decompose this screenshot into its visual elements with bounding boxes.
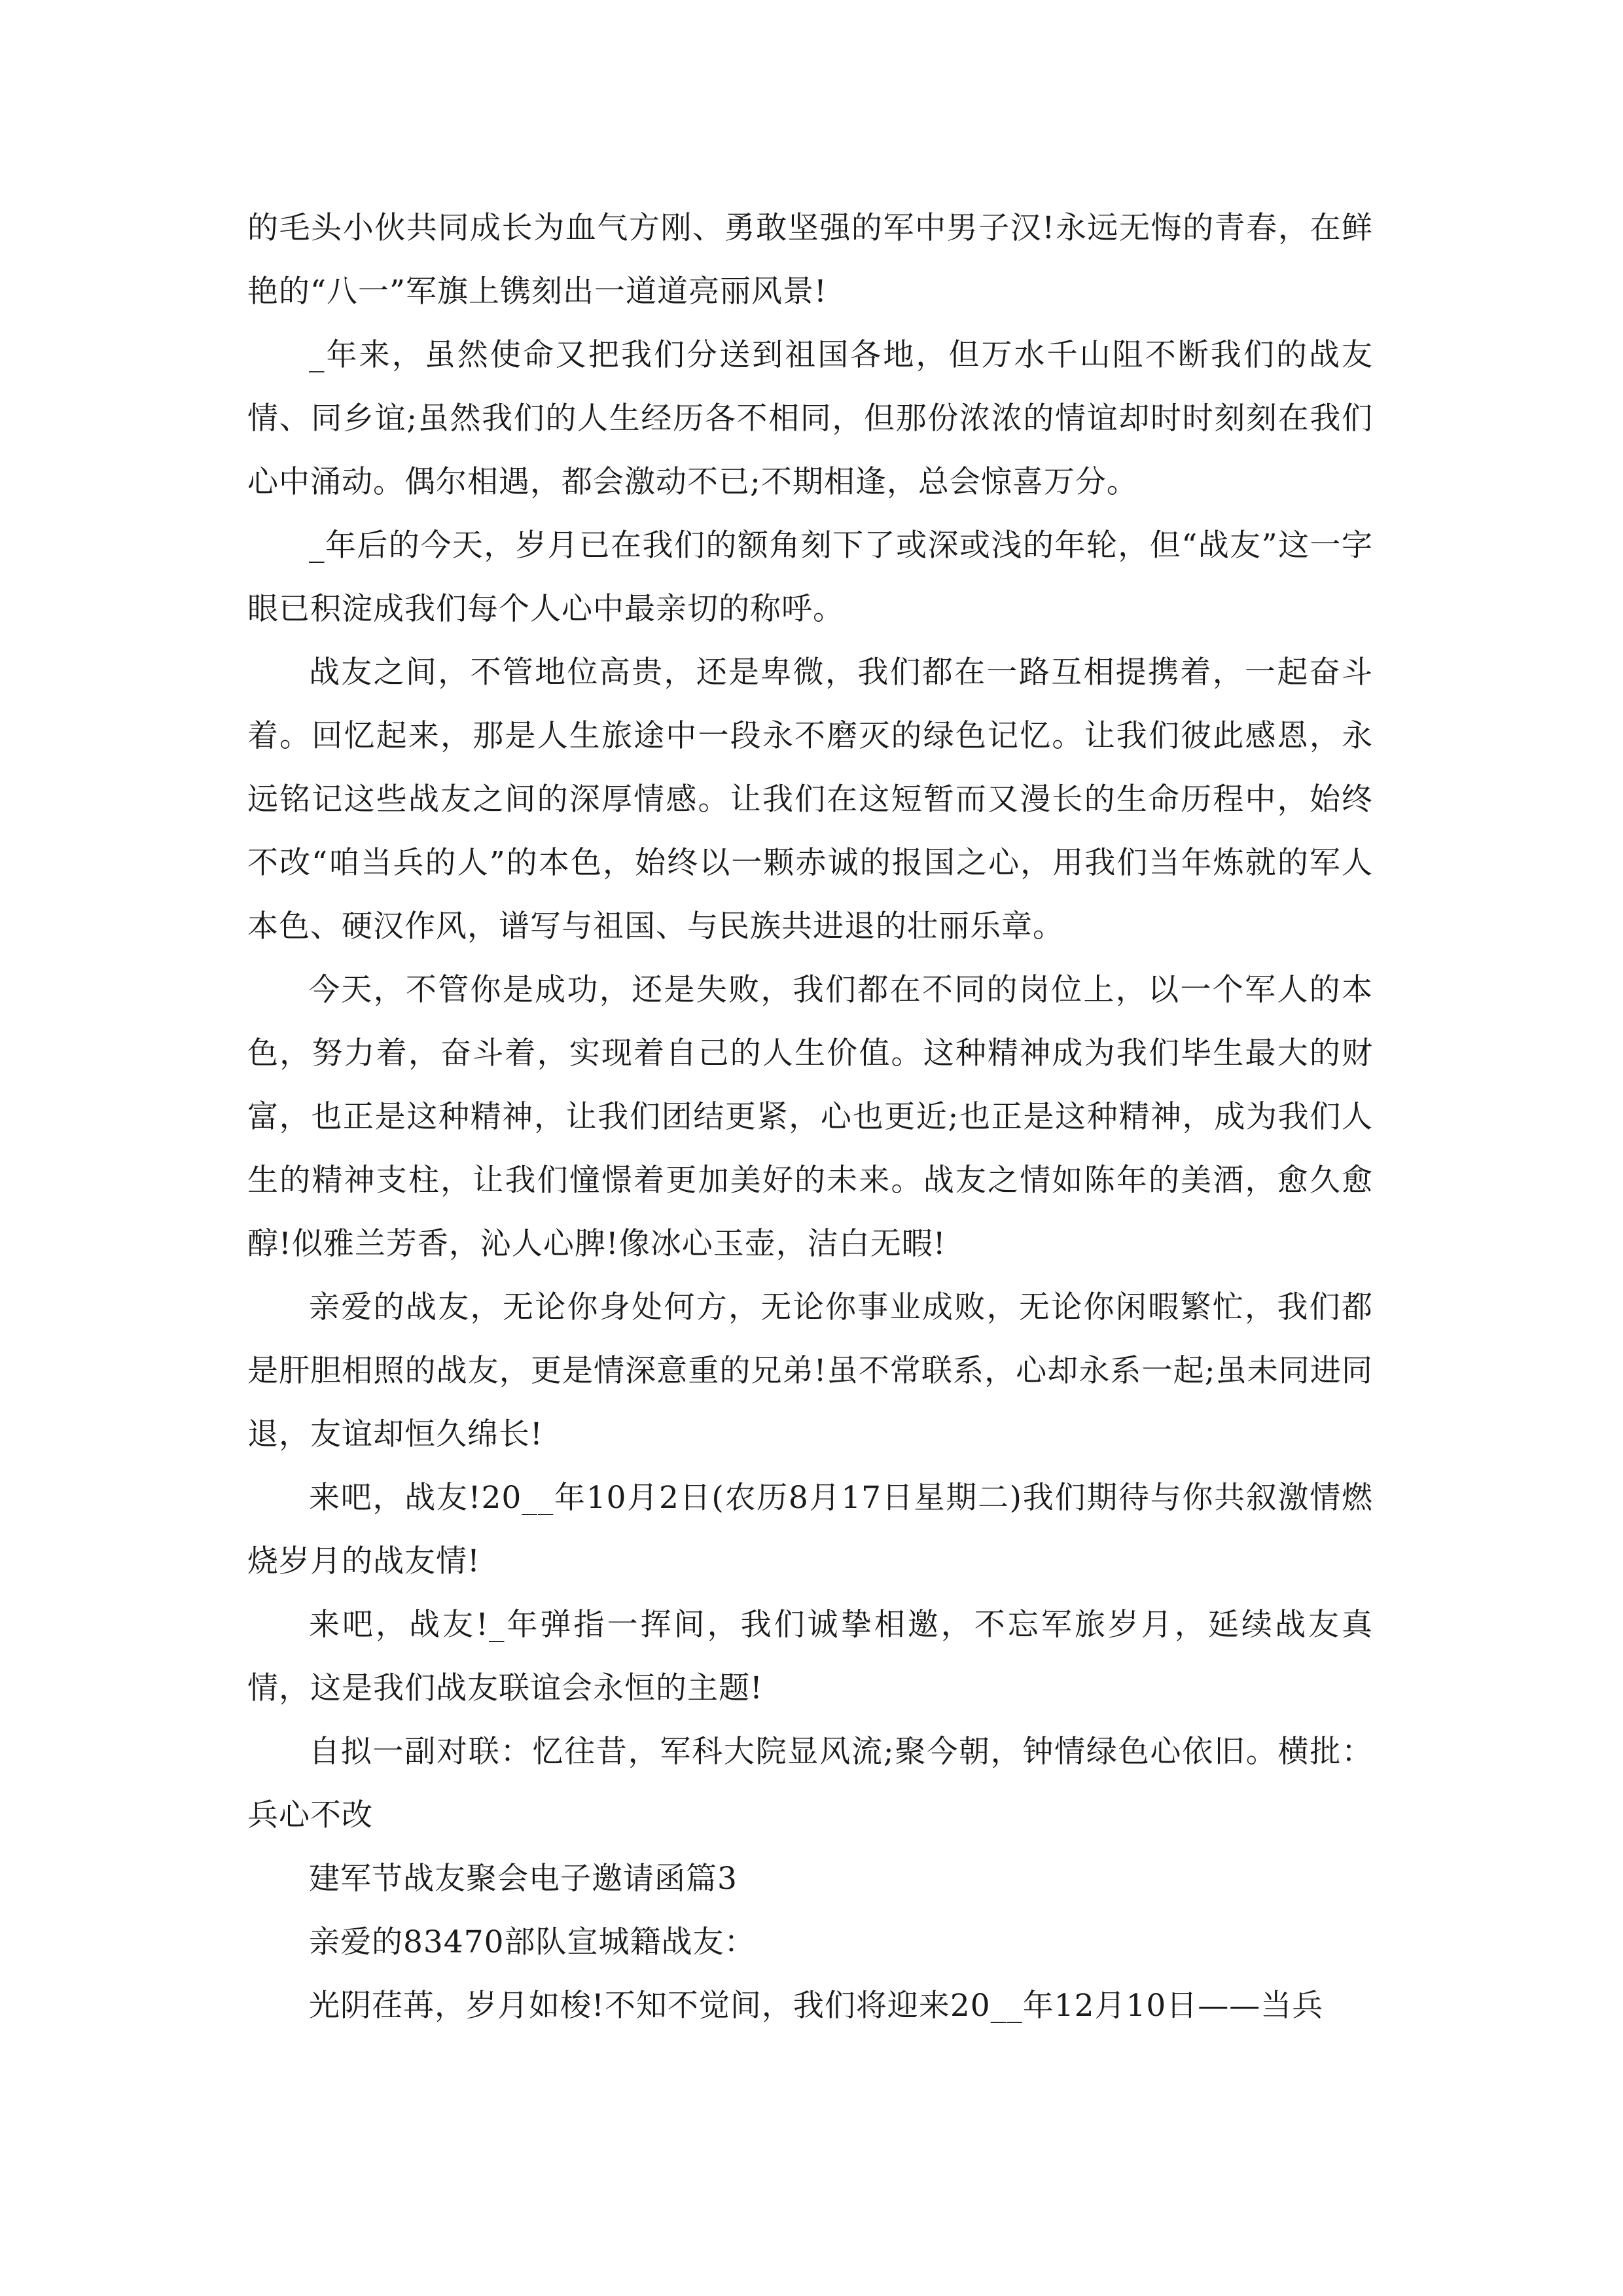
- paragraph-6: 亲爱的战友，无论你身处何方，无论你事业成败，无论你闲暇繁忙，我们都是肝胆相照的战友，更是情深意重的兄弟!虽不常联系，心却永系一起;虽未同进同退，友谊却恒久绵长!: [247, 1289, 1373, 1452]
- paragraph-8: 来吧，战友!_年弹指一挥间，我们诚挚相邀，不忘军旅岁月，延续战友真情，这是我们战友联谊会永恒的主题!: [247, 1607, 1373, 1706]
- paragraph-7: 来吧，战友!20__年10月2日(农历8月17日星期二)我们期待与你共叙激情燃烧岁月的战友情!: [247, 1480, 1373, 1579]
- paragraph-3: _年后的今天，岁月已在我们的额角刻下了或深或浅的年轮，但“战友”这一字眼已积淀成我们每个人心中最亲切的称呼。: [247, 528, 1373, 627]
- paragraph-5: 今天，不管你是成功，还是失败，我们都在不同的岗位上，以一个军人的本色，努力着，奋斗着，实现着自己的人生价值。这种精神成为我们毕生最大的财富，也正是这种精神，让我们团结更紧，心也更近;也正是这种精神，成为我们人生的精神支柱，让我们憧憬着更加美好的未来。战友之情如陈年的美酒，愈久愈醇!似雅兰芳香，沁人心脾!像冰心玉壶，洁白无暇!: [247, 972, 1373, 1262]
- paragraph-12: 光阴荏苒，岁月如梭!不知不觉间，我们将迎来20__年12月10日——当兵: [309, 1988, 1324, 2024]
- paragraph-1: 的毛头小伙共同成长为血气方刚、勇敢坚强的军中男子汉!永远无悔的青春，在鲜艳的“八一”军旗上镌刻出一道道亮丽风景!: [247, 210, 1373, 310]
- couplet-paragraph: 自拟一副对联：忆往昔，军科大院显风流;聚今朝，钟情绿色心依旧。横批：兵心不改: [247, 1734, 1373, 1833]
- salutation: 亲爱的83470部队宣城籍战友：: [309, 1924, 756, 1960]
- paragraph-4: 战友之间，不管地位高贵，还是卑微，我们都在一路互相提携着，一起奋斗着。回忆起来，那是人生旅途中一段永不磨灭的绿色记忆。让我们彼此感恩，永远铭记这些战友之间的深厚情感。让我们在这短暂而又漫长的生命历程中，始终不改“咱当兵的人”的本色，始终以一颗赤诚的报国之心，用我们当年炼就的军人本色、硬汉作风，谱写与祖国、与民族共进退的壮丽乐章。: [247, 655, 1373, 944]
- document-body: [247, 196, 1373, 2037]
- paragraph-2: _年来，虽然使命又把我们分送到祖国各地，但万水千山阻不断我们的战友情、同乡谊;虽然我们的人生经历各不相同，但那份浓浓的情谊却时时刻刻在我们心中涌动。偶尔相遇，都会激动不已;不期相逢，总会惊喜万分。: [247, 337, 1373, 500]
- section-heading: 建军节战友聚会电子邀请函篇3: [309, 1861, 738, 1897]
